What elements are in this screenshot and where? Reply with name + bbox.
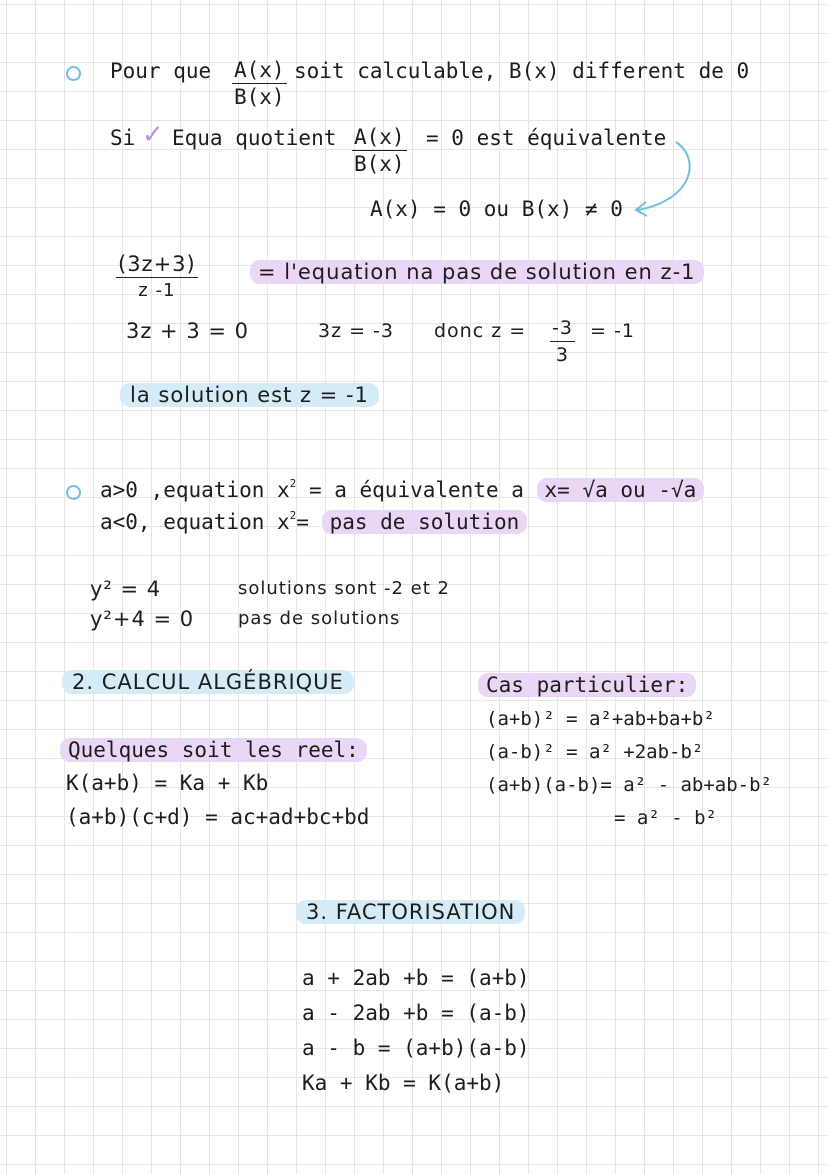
- line2-eq: =: [296, 510, 309, 534]
- line2-prefix: a<0, equation x: [100, 510, 290, 534]
- check-icon: ✓: [142, 120, 164, 150]
- factorisation-line4: Ka + Kb = K(a+b): [302, 1071, 505, 1095]
- cas-heading: [478, 672, 696, 698]
- calcul-heading-highlight: 2. CALCUL ALGÉBRIQUE: [62, 670, 354, 694]
- factorisation-line1: a + 2ab +b = (a+b): [302, 966, 530, 990]
- quelques-label: [60, 737, 367, 763]
- example-solution: [120, 382, 379, 408]
- line1-mid: = a équivalente a: [308, 478, 524, 502]
- cas-line4: = a² - b²: [614, 807, 717, 829]
- example-statement-highlight: = l'equation na pas de solution en z-1: [250, 260, 704, 284]
- fraction-numerator: A(x): [234, 58, 285, 82]
- factorisation-heading: [296, 899, 525, 925]
- example-step3-prefix: donc z =: [434, 320, 527, 342]
- line1-prefix: Pour que: [110, 59, 212, 83]
- example-step3-fraction: [550, 316, 575, 367]
- example2-eq1-text: solutions sont -2 et 2: [238, 578, 450, 599]
- cas-line2: (a-b)² = a² +2ab-b²: [486, 741, 704, 763]
- example-fraction: [116, 252, 198, 303]
- curved-arrow-icon: [610, 138, 700, 223]
- quotient-fraction: [352, 125, 407, 176]
- line1-highlight: x= √a ou -√a: [537, 478, 705, 502]
- bullet-icon: [66, 66, 81, 81]
- line2-highlight: pas de solution: [322, 510, 528, 534]
- example2-eq2-text: pas de solutions: [238, 608, 401, 629]
- factorisation-line3: a - b = (a+b)(a-b): [302, 1036, 530, 1060]
- example-numerator: (3z+3): [118, 252, 196, 276]
- factorisation-heading-highlight: 3. FACTORISATION: [296, 900, 525, 924]
- quotient-numerator: A(x): [354, 125, 405, 149]
- cas-line1: (a+b)² = a²+ab+ba+b²: [486, 708, 715, 730]
- example-step3-numerator: -3: [550, 316, 575, 342]
- equivalence-result: A(x) = 0 ou B(x) ≠ 0: [370, 197, 623, 221]
- example-step3-denominator: 3: [555, 344, 570, 366]
- calcul-heading: [62, 669, 354, 695]
- quotient-denominator: B(x): [354, 152, 405, 176]
- equation-line2: [100, 509, 527, 535]
- example-denominator: z -1: [138, 280, 176, 301]
- example2-eq2: y²+4 = 0: [90, 607, 195, 631]
- example-step1: 3z + 3 = 0: [126, 319, 249, 343]
- example2-eq1: y² = 4: [90, 577, 162, 601]
- fraction-denominator: B(x): [234, 85, 285, 109]
- equivalence-text: = 0 est équivalente: [426, 126, 667, 150]
- fraction-a-over-b: [232, 58, 287, 109]
- line1-exponent: 2: [289, 477, 297, 490]
- example-step3-suffix: = -1: [590, 320, 635, 342]
- equation-line1: [100, 477, 704, 503]
- example-statement: [250, 259, 704, 285]
- factorisation-line2: a - 2ab +b = (a-b): [302, 1001, 530, 1025]
- line1-prefix: a>0 ,equation x: [100, 478, 290, 502]
- cas-heading-highlight: Cas particulier:: [478, 673, 696, 697]
- example-step2: 3z = -3: [318, 320, 395, 342]
- calcul-rule1: K(a+b) = Ka + Kb: [66, 771, 269, 795]
- si-label: Si: [110, 126, 136, 150]
- equa-label: Equa quotient: [172, 126, 337, 150]
- calcul-rule2: (a+b)(c+d) = ac+ad+bc+bd: [66, 805, 370, 829]
- quelques-highlight: Quelques soit les reel:: [60, 738, 367, 762]
- line1-suffix: soit calculable, B(x) different de 0: [294, 59, 750, 83]
- example-solution-highlight: la solution est z = -1: [120, 383, 379, 407]
- cas-line3: (a+b)(a-b)= a² - ab+ab-b²: [486, 774, 772, 796]
- bullet-icon: [66, 485, 81, 500]
- line2-exponent: 2: [289, 509, 297, 522]
